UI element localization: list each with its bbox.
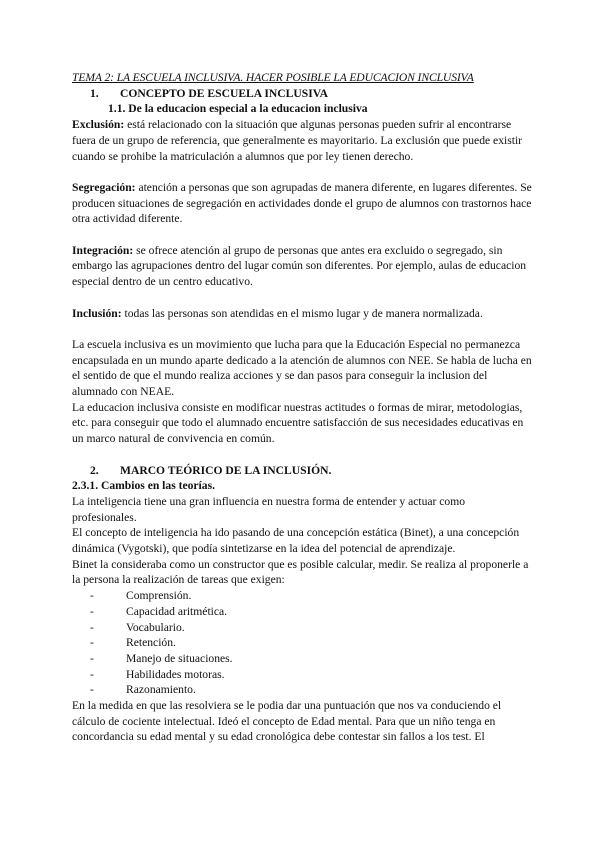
dash-bullet: - (90, 620, 94, 634)
list-item-text: Comprensión. (126, 589, 192, 603)
spacer (72, 290, 532, 306)
definition-text: todas las personas son atendidas en el mismo lugar y de manera normalizada. (121, 306, 483, 320)
list-item-text: Habilidades motoras. (126, 667, 225, 681)
paragraph-binet: Binet la consideraba como un constructor que es posible calcular, medir. Se realiza al proponerle a la persona la realización de tareas que exigen: (72, 557, 529, 587)
document-page (72, 70, 532, 745)
list-item (90, 604, 532, 620)
definition-inclusion (72, 306, 532, 322)
spacer (72, 447, 532, 463)
document-title: TEMA 2: LA ESCUELA INCLUSIVA. HACER POSIBLE LA EDUCACION INCLUSIVA (72, 71, 474, 84)
list-item (90, 635, 532, 651)
section-2-heading-text: MARCO TEÓRICO DE LA INCLUSIÓN. (120, 463, 332, 477)
dash-bullet: - (90, 683, 94, 697)
list-item (90, 667, 532, 683)
definition-exclusion (72, 117, 532, 164)
task-list (72, 588, 532, 698)
dash-bullet: - (90, 636, 94, 650)
paragraph-escuela-inclusiva: La escuela inclusiva es un movimiento que lucha para que la Educación Especial no permanezca encapsulada en un mundo aparte dedicado a la atención de alumnos con NEE. Se habla de lucha en el sentido de que el mundo realiza acciones y se dan pasos para conseguir la inclusion del alumnado con NEAE. (72, 337, 532, 398)
definition-term: Integración: (72, 243, 134, 257)
section-1-heading (90, 86, 532, 102)
list-item (90, 682, 532, 698)
paragraph-cociente-intelectual: En la medida en que las resolviera se le podia dar una puntuación que nos va conduciendo el cálculo de cociente intelectual. Ideó el concepto de Edad mental. Para que un niño tenga en concordancia su edad mental y su edad cronológica debe contestar sin fallos a los test. El (72, 699, 502, 744)
list-item-text: Capacidad aritmética. (126, 604, 228, 618)
section-1-heading-text: CONCEPTO DE ESCUELA INCLUSIVA (120, 86, 328, 100)
list-item (90, 651, 532, 667)
list-item (90, 620, 532, 636)
definition-text: está relacionado con la situación que algunas personas pueden sufrir al encontrarse fuera de un grupo de referencia, que generalmente es mayoritario. La exclusión que puede existir cuando se prohibe la matriculación a alumnos que por ley tienen derecho. (72, 118, 523, 163)
paragraph-inteligencia-influencia: La inteligencia tiene una gran influencia en nuestra forma de entender y actuar como profesionales. (72, 494, 466, 524)
spacer (72, 321, 532, 337)
definition-term: Segregación: (72, 180, 136, 194)
definition-integracion (72, 243, 532, 290)
spacer (72, 164, 532, 180)
dash-bullet: - (90, 667, 94, 681)
list-item-text: Razonamiento. (126, 683, 196, 697)
list-item-text: Retención. (126, 636, 176, 650)
section-1-1-heading: 1.1. De la educacion especial a la educacion inclusiva (108, 102, 368, 116)
dash-bullet: - (90, 589, 94, 603)
definition-segregacion (72, 180, 532, 227)
dash-bullet: - (90, 651, 94, 665)
dash-bullet: - (90, 604, 94, 618)
definition-term: Exclusión: (72, 118, 125, 132)
definition-text: se ofrece atención al grupo de personas que antes era excluido o segregado, sin embargo las agrupaciones dentro del lugar común son diferentes. Por ejemplo, aulas de educacion especial dentro de un centro educativo. (72, 243, 527, 289)
list-item-text: Manejo de situaciones. (126, 651, 233, 665)
section-1-number: 1. (90, 86, 99, 100)
section-2-3-1-heading: 2.3.1. Cambios en las teorías. (72, 479, 215, 493)
paragraph-concepto-inteligencia: El concepto de inteligencia ha ido pasando de una concepción estática (Binet), a una concepción dinámica (Vygotski), que podía sintetizarse en la idea del potencial de aprendizaje. (72, 526, 520, 556)
section-2-number: 2. (90, 463, 99, 477)
list-item-text: Vocabulario. (126, 620, 185, 634)
definition-text: atención a personas que son agrupadas de manera diferente, en lugares diferentes. Se producen situaciones de segregación en actividades donde el grupo de alumnos con trastornos hace otra actividad diferente. (72, 180, 532, 226)
spacer (72, 227, 532, 243)
list-item (90, 588, 532, 604)
paragraph-educacion-inclusiva: La educacion inclusiva consiste en modificar nuestras actitudes o formas de mirar, metodologias, etc. para conseguir que todo el alumnado encuentre satisfacción de sus necesidades educativas en un marco natural de convivencia en común. (72, 400, 524, 446)
definition-term: Inclusión: (72, 306, 122, 320)
section-2-heading (90, 463, 532, 479)
